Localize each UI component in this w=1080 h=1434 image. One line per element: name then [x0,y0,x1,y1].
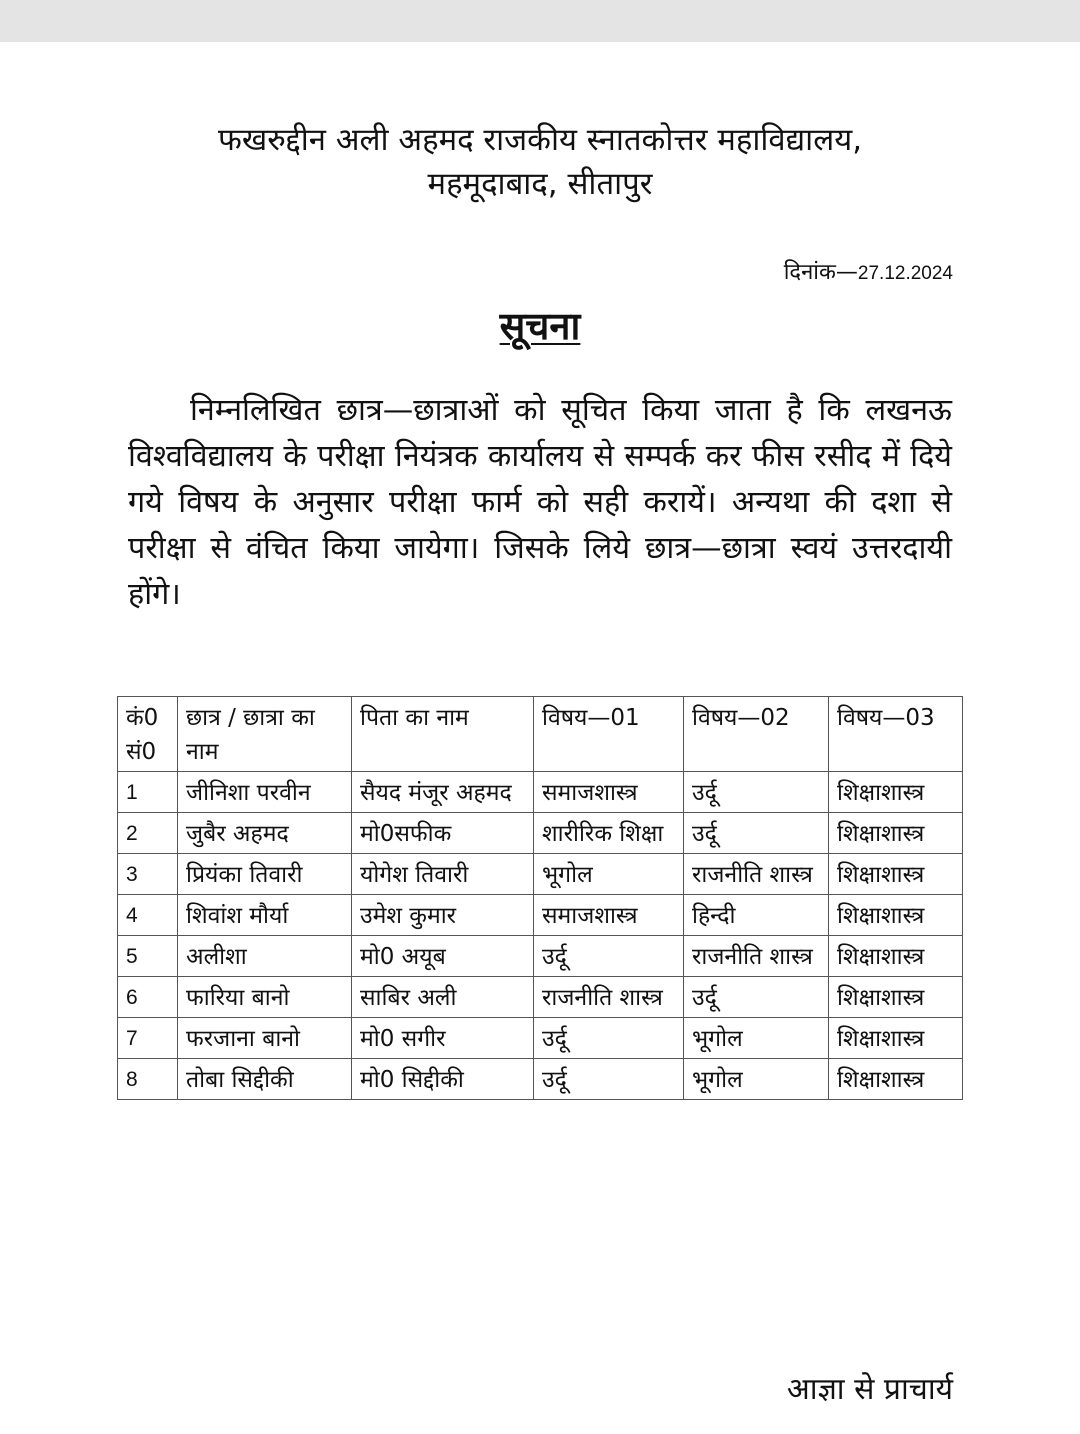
header-subject-1: विषय—01 [534,697,684,772]
cell-subject-1: शारीरिक शिक्षा [534,813,684,854]
header-sno: कं0 सं0 [118,697,178,772]
cell-subject-2: उर्दू [684,772,829,813]
college-location: महमूदाबाद, सीतापुर [427,166,653,202]
cell-subject-2: उर्दू [684,977,829,1018]
table-row [118,977,963,1018]
cell-student-name: जीनिशा परवीन [178,772,352,813]
table-row [118,854,963,895]
cell-sno: 5 [118,936,178,977]
cell-subject-3: शिक्षाशास्त्र [829,977,963,1018]
table-row [118,936,963,977]
cell-subject-1: समाजशास्त्र [534,895,684,936]
cell-student-name: फरजाना बानो [178,1018,352,1059]
cell-sno: 7 [118,1018,178,1059]
cell-student-name: जुबैर अहमद [178,813,352,854]
header-father-name: पिता का नाम [352,697,534,772]
cell-student-name: तोबा सिद्दीकी [178,1059,352,1100]
college-name: फखरुद्दीन अली अहमद राजकीय स्नातकोत्तर महाविद्यालय, [217,122,863,158]
table-row [118,772,963,813]
cell-subject-3: शिक्षाशास्त्र [829,772,963,813]
table-header-row [118,697,963,772]
table-row [118,1059,963,1100]
cell-subject-1: उर्दू [534,1018,684,1059]
notice-date [784,258,953,289]
cell-student-name: अलीशा [178,936,352,977]
cell-subject-3: शिक्षाशास्त्र [829,1059,963,1100]
cell-sno: 6 [118,977,178,1018]
cell-sno: 1 [118,772,178,813]
cell-student-name: फारिया बानो [178,977,352,1018]
cell-subject-1: भूगोल [534,854,684,895]
table-row [118,895,963,936]
cell-subject-1: उर्दू [534,936,684,977]
cell-subject-3: शिक्षाशास्त्र [829,813,963,854]
cell-father-name: सैयद मंजूर अहमद [352,772,534,813]
header-subject-3: विषय—03 [829,697,963,772]
cell-father-name: मो0 सिद्दीकी [352,1059,534,1100]
table-row [118,1018,963,1059]
cell-sno: 8 [118,1059,178,1100]
cell-student-name: प्रियंका तिवारी [178,854,352,895]
cell-subject-2: भूगोल [684,1018,829,1059]
cell-subject-2: उर्दू [684,813,829,854]
cell-subject-2: भूगोल [684,1059,829,1100]
cell-father-name: योगेश तिवारी [352,854,534,895]
notice-title-wrap [0,300,1080,352]
cell-subject-2: हिन्दी [684,895,829,936]
cell-sno: 4 [118,895,178,936]
cell-subject-1: उर्दू [534,1059,684,1100]
notice-body: निम्नलिखित छात्र—छात्राओं को सूचित किया जाता है कि लखनऊ विश्वविद्यालय के परीक्षा नियंत्रक कार्यालय से सम्पर्क कर फीस रसीद में दिये गये विषय के अनुसार परीक्षा फार्म को सही करायें। अन्यथा की दशा से परीक्षा से वंचित किया जायेगा। जिसके लिये छात्र—छात्रा स्वयं उत्तरदायी होंगे। [128,393,952,612]
cell-father-name: मो0 सगीर [352,1018,534,1059]
cell-father-name: उमेश कुमार [352,895,534,936]
cell-subject-3: शिक्षाशास्त्र [829,1018,963,1059]
cell-subject-3: शिक्षाशास्त्र [829,936,963,977]
cell-subject-3: शिक्षाशास्त्र [829,895,963,936]
cell-sno: 2 [118,813,178,854]
date-value: 27.12.2024 [857,263,953,284]
cell-father-name: मो0सफीक [352,813,534,854]
cell-subject-1: समाजशास्त्र [534,772,684,813]
table-row [118,813,963,854]
students-table [117,696,963,1100]
cell-sno: 3 [118,854,178,895]
date-label: दिनांक— [783,260,858,285]
cell-subject-3: शिक्षाशास्त्र [829,854,963,895]
header-subject-2: विषय—02 [684,697,829,772]
cell-subject-1: राजनीति शास्त्र [534,977,684,1018]
cell-student-name: शिवांश मौर्या [178,895,352,936]
notice-title: सूचना [499,304,581,348]
cell-subject-2: राजनीति शास्त्र [684,854,829,895]
cell-father-name: साबिर अली [352,977,534,1018]
header-student-name: छात्र / छात्रा का नाम [178,697,352,772]
cell-father-name: मो0 अयूब [352,936,534,977]
viewer-top-bar [0,0,1080,42]
cell-subject-2: राजनीति शास्त्र [684,936,829,977]
principal-signature-line: आज्ञा से प्राचार्य [786,1372,953,1407]
